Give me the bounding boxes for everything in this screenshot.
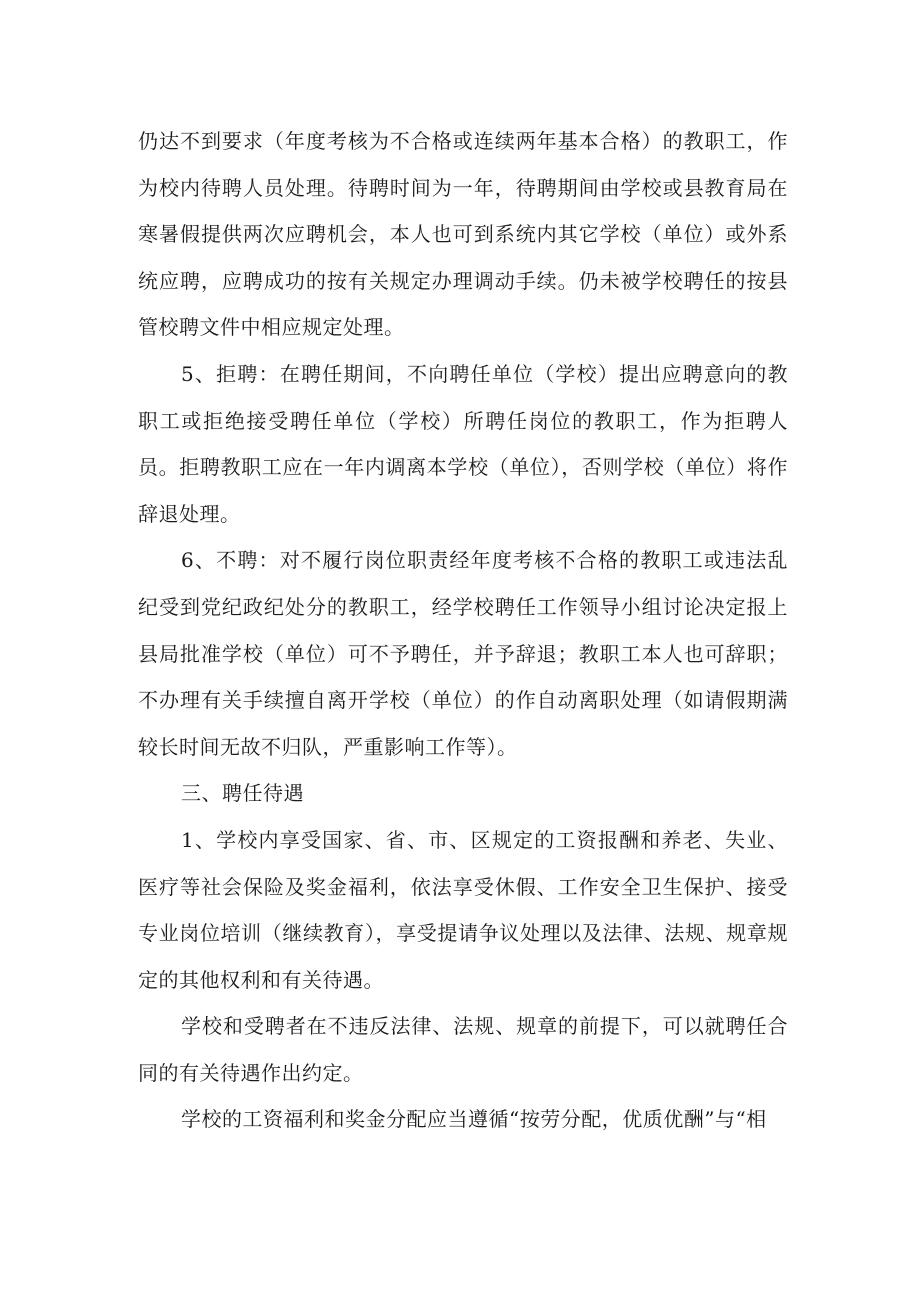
paragraph-benefits: 1、学校内享受国家、省、市、区规定的工资报酬和养老、失业、医疗等社会保险及奖金福利，依法享受休假、工作安全卫生保护、接受专业岗位培训（继续教育），享受提请争议处理以及法律、法规、规章规定的其他权利和有关待遇。 [138,827,788,992]
paragraph-agreement: 学校和受聘者在不违反法律、法规、规章的前提下，可以就聘任合同的有关待遇作出约定。 [138,1014,788,1085]
paragraph-continuation: 仍达不到要求（年度考核为不合格或连续两年基本合格）的教职工，作为校内待聘人员处理。待聘时间为一年，待聘期间由学校或县教育局在寒暑假提供两次应聘机会，本人也可到系统内其它学校（单位）或外系统应聘，应聘成功的按有关规定办理调动手续。仍未被学校聘任的按县管校聘文件中相应规定处理。 [138,129,788,340]
paragraph-distribution: 学校的工资福利和奖金分配应当遵循“按劳分配，优质优酬”与“相 [181,1107,767,1132]
document-body [138,118,788,1143]
section-heading-treatment: 三、聘任待遇 [181,781,304,806]
paragraph-non-appointment: 6、不聘：对不履行岗位职责经年度考核不合格的教职工或违法乱纪受到党纪政纪处分的教职工，经学校聘任工作领导小组讨论决定报上县局批准学校（单位）可不予聘任，并予辞退；教职工本人也可辞职；不办理有关手续擅自离开学校（单位）的作自动离职处理（如请假期满较长时间无故不归队，严重影响工作等）。 [138,548,788,759]
paragraph-refusal: 5、拒聘：在聘任期间，不向聘任单位（学校）提出应聘意向的教职工或拒绝接受聘任单位（学校）所聘任岗位的教职工，作为拒聘人员。拒聘教职工应在一年内调离本学校（单位），否则学校（单位）将作辞退处理。 [138,361,788,526]
